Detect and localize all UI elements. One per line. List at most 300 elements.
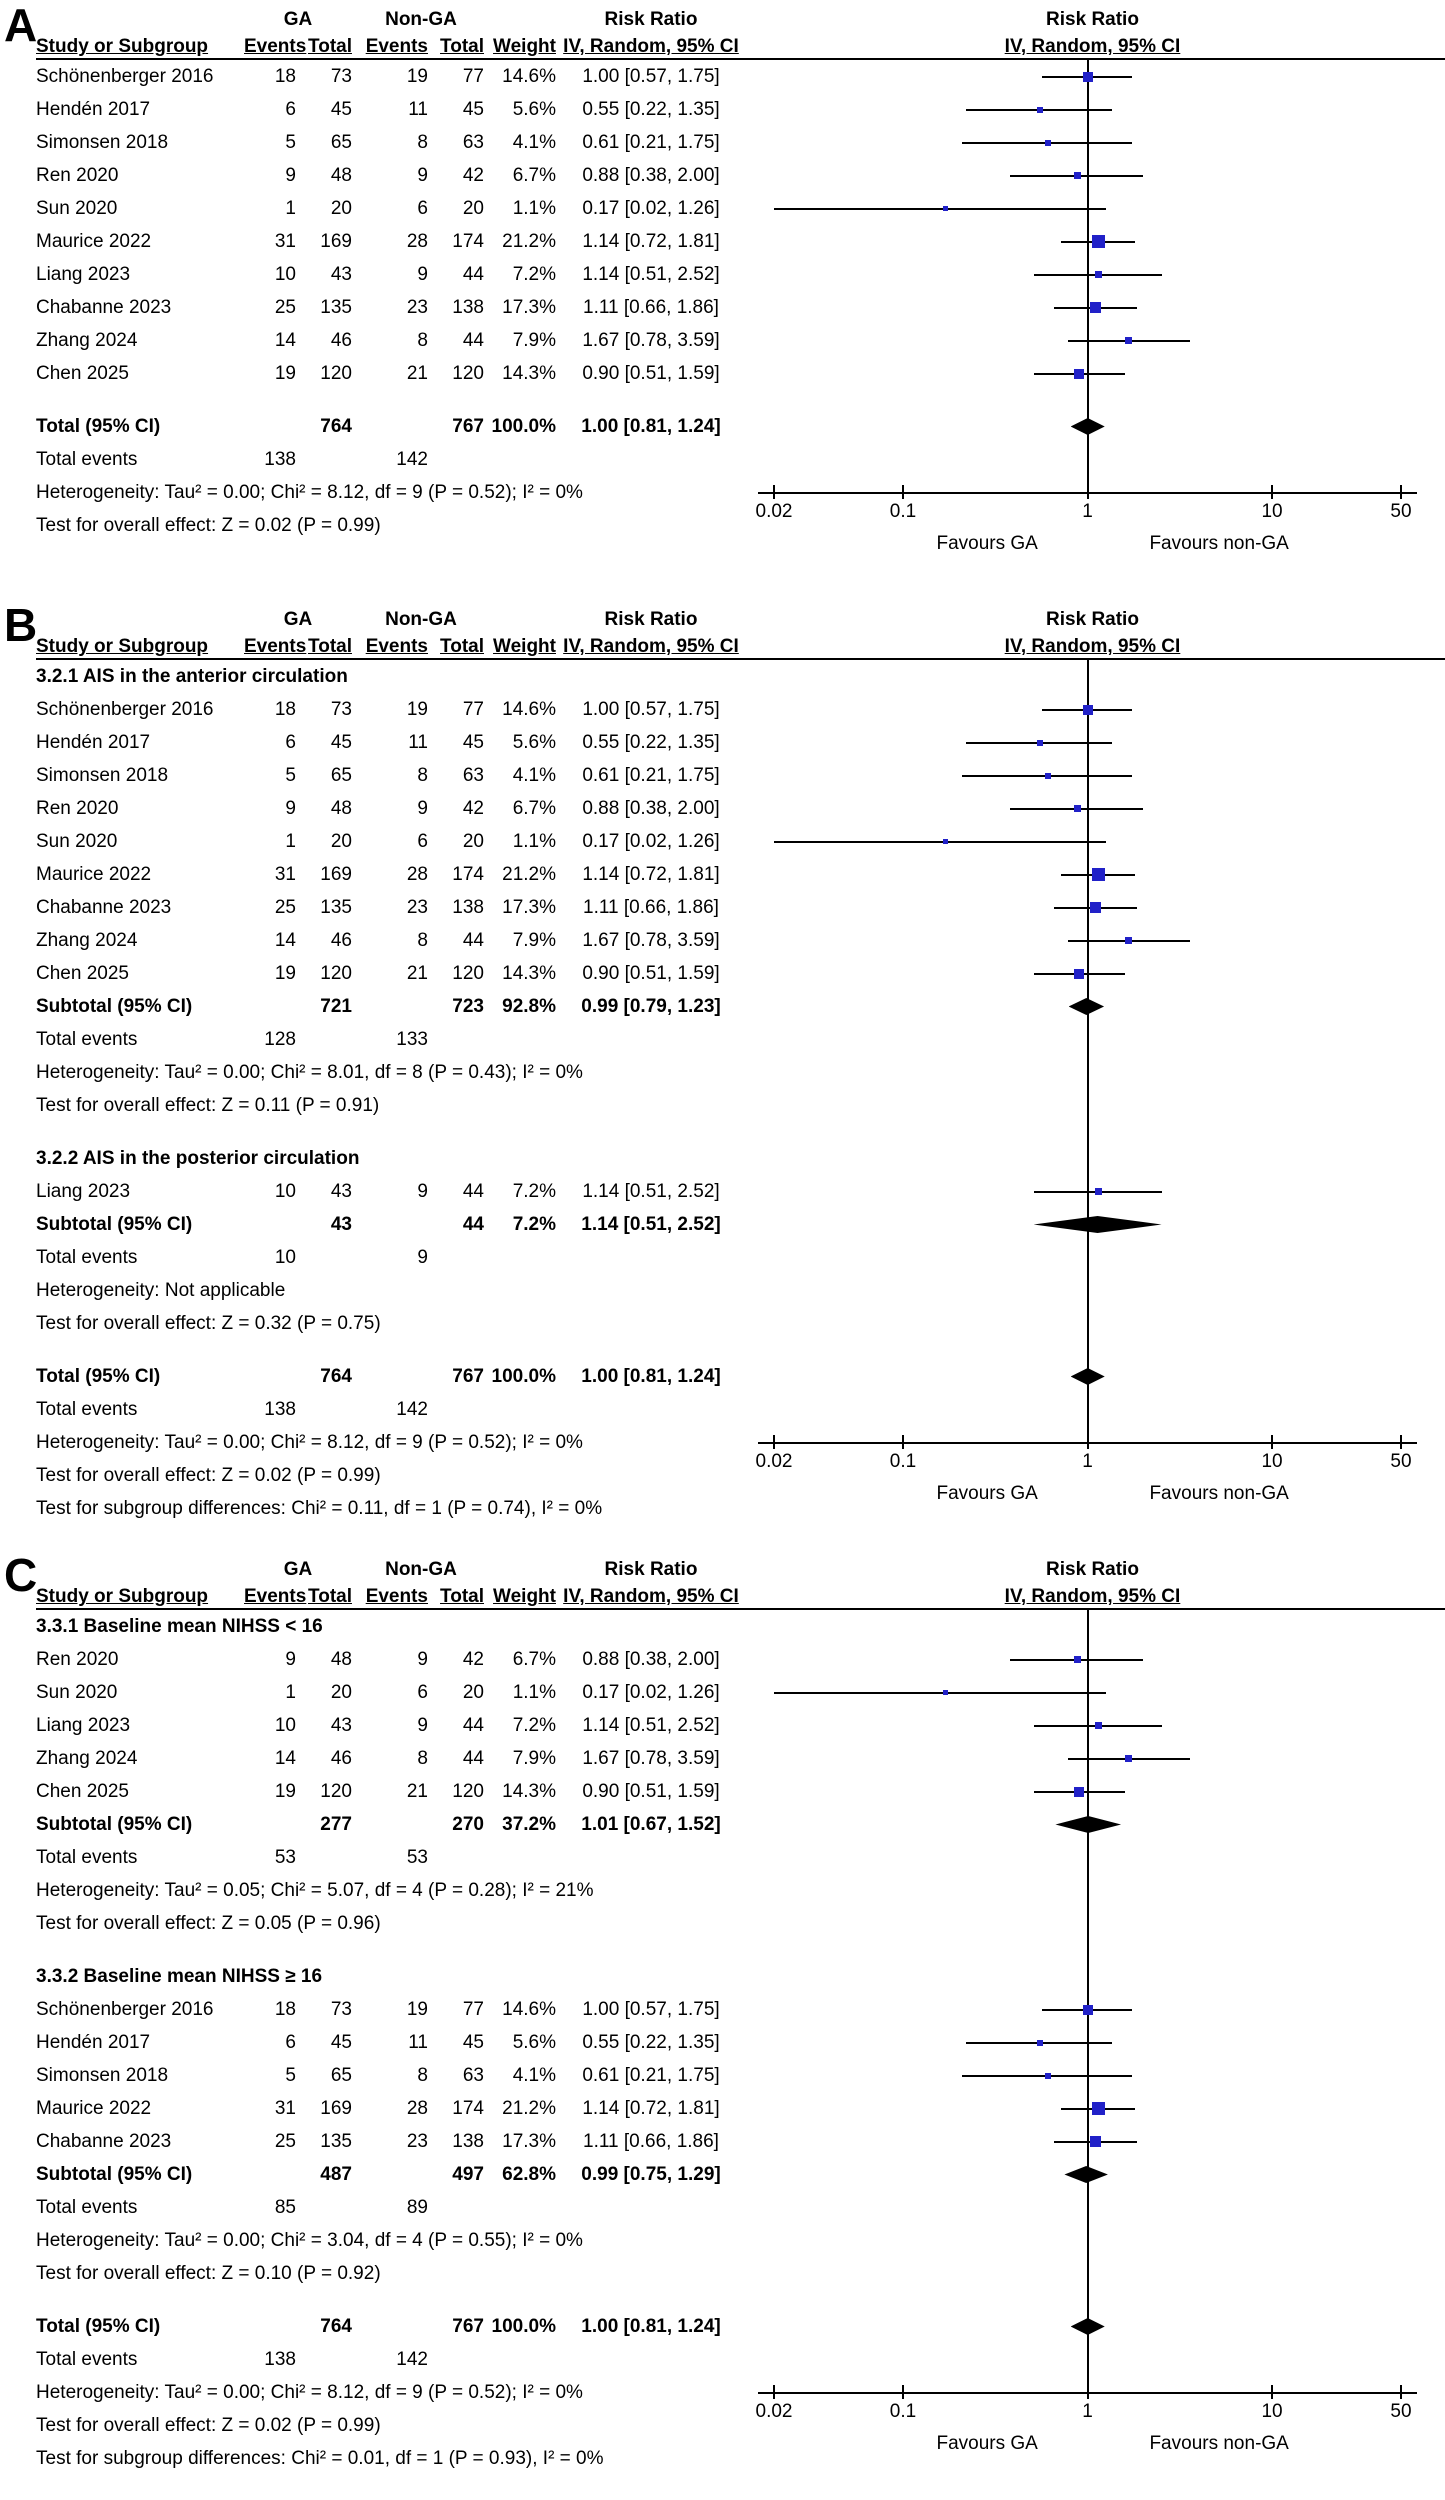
group2-events: 6 bbox=[417, 198, 428, 219]
axis-tick-label: 50 bbox=[1390, 1451, 1412, 1472]
axis-tick-label: 50 bbox=[1390, 501, 1412, 522]
group2-total: 63 bbox=[462, 765, 484, 786]
group1-events: 10 bbox=[274, 1715, 296, 1736]
group2-total: 45 bbox=[462, 2032, 484, 2053]
effect-marker bbox=[1074, 969, 1084, 979]
plot-cell bbox=[746, 792, 1445, 825]
group2-events bbox=[358, 1360, 434, 1393]
rr-ci-text: 0.61 [0.21, 1.75] bbox=[582, 132, 720, 153]
plot-cell bbox=[746, 1274, 1445, 1307]
group2-total-events: 53 bbox=[406, 1847, 428, 1868]
plot-cell bbox=[746, 225, 1445, 258]
group1-events bbox=[244, 2158, 302, 2191]
header-group2-events-col bbox=[358, 633, 434, 660]
plot-cell bbox=[746, 693, 1445, 726]
axis-tick bbox=[902, 1435, 904, 1449]
group1-events bbox=[244, 410, 302, 443]
study-row bbox=[36, 957, 1445, 990]
total-events-label: Total events bbox=[36, 1847, 138, 1868]
subgroup-title-row bbox=[36, 660, 1445, 693]
group2-total-events: 142 bbox=[396, 2349, 428, 2370]
group1-total: 764 bbox=[320, 416, 352, 437]
group1-total: 135 bbox=[320, 297, 352, 318]
study-row bbox=[36, 225, 1445, 258]
weight-value: 1.1% bbox=[512, 831, 556, 852]
plot-cell bbox=[746, 1089, 1445, 1122]
zero-effect-line bbox=[1087, 1841, 1089, 1874]
subgroup-title: 3.3.1 Baseline mean NIHSS < 16 bbox=[36, 1616, 323, 1637]
group1-events: 6 bbox=[285, 2032, 296, 2053]
note-row bbox=[36, 1874, 1445, 1907]
group2-total: 44 bbox=[462, 930, 484, 951]
rr-ci-text: 0.55 [0.22, 1.35] bbox=[582, 2032, 720, 2053]
group2-events: 28 bbox=[406, 2098, 428, 2119]
weight-value: 6.7% bbox=[512, 165, 556, 186]
study-label: Zhang 2024 bbox=[36, 1748, 138, 1769]
forest-header-columns bbox=[36, 1583, 1445, 1610]
rr-ci-text: 1.01 [0.67, 1.52] bbox=[581, 1814, 721, 1835]
plot-cell bbox=[746, 60, 1445, 93]
rr-ci-text: 1.00 [0.81, 1.24] bbox=[581, 1366, 721, 1387]
study-row bbox=[36, 1993, 1445, 2026]
group2-events: 19 bbox=[406, 1999, 428, 2020]
note-line: Test for subgroup differences: Chi² = 0.11, df = 1 (P = 0.74), I² = 0% bbox=[36, 1498, 603, 1519]
group2-total: 77 bbox=[462, 66, 484, 87]
header-group2-total-col-text: Total bbox=[440, 36, 484, 57]
group2-total: 120 bbox=[452, 1781, 484, 1802]
weight-value: 7.2% bbox=[512, 264, 556, 285]
effect-marker bbox=[1092, 868, 1105, 881]
study-row bbox=[36, 759, 1445, 792]
rr-ci-text: 1.67 [0.78, 3.59] bbox=[582, 1748, 720, 1769]
panel-footer bbox=[36, 2376, 1445, 2480]
weight-value: 1.1% bbox=[512, 1682, 556, 1703]
note-row bbox=[36, 1274, 1445, 1307]
group1-events: 31 bbox=[274, 231, 296, 252]
weight-value: 21.2% bbox=[502, 864, 556, 885]
group2-events: 9 bbox=[417, 798, 428, 819]
group1-total: 48 bbox=[330, 798, 352, 819]
weight-value: 7.9% bbox=[512, 930, 556, 951]
header-ci-col-text: IV, Random, 95% CI bbox=[563, 1586, 739, 1607]
weight-value: 21.2% bbox=[502, 2098, 556, 2119]
effect-marker bbox=[1095, 271, 1102, 278]
plot-cell bbox=[746, 2310, 1445, 2343]
group2-total: 120 bbox=[452, 363, 484, 384]
plot-cell bbox=[746, 1360, 1445, 1393]
group1-events: 5 bbox=[285, 132, 296, 153]
header-weight-col-text: Weight bbox=[493, 636, 556, 657]
study-row bbox=[36, 2125, 1445, 2158]
study-label: Zhang 2024 bbox=[36, 930, 138, 951]
axis-tick bbox=[1271, 485, 1273, 499]
pooled-label: Total (95% CI) bbox=[36, 1366, 161, 1387]
group2-total: 767 bbox=[452, 1366, 484, 1387]
study-row bbox=[36, 1175, 1445, 1208]
study-label: Ren 2020 bbox=[36, 165, 119, 186]
header-group2-total-col bbox=[434, 33, 490, 60]
zero-effect-line bbox=[1087, 443, 1089, 476]
panel-a bbox=[0, 0, 1445, 580]
axis-tick-label: 0.02 bbox=[755, 2401, 793, 2422]
rr-ci-text: 0.88 [0.38, 2.00] bbox=[582, 798, 720, 819]
total-events-label: Total events bbox=[36, 1399, 138, 1420]
axis-block bbox=[746, 2376, 1445, 2480]
study-row bbox=[36, 357, 1445, 390]
header-group1-events-col bbox=[244, 1583, 307, 1610]
note-line: Test for overall effect: Z = 0.02 (P = 0.99) bbox=[36, 515, 381, 536]
zero-effect-line bbox=[1087, 1274, 1089, 1307]
plot-cell bbox=[746, 258, 1445, 291]
header-group2-events-col-text: Events bbox=[365, 36, 428, 57]
rr-ci-text: 0.90 [0.51, 1.59] bbox=[582, 963, 720, 984]
group1-total: 65 bbox=[330, 765, 352, 786]
rr-ci-text: 1.11 [0.66, 1.86] bbox=[583, 897, 719, 918]
group2-events bbox=[358, 1808, 434, 1841]
study-label: Sun 2020 bbox=[36, 831, 118, 852]
study-label: Hendén 2017 bbox=[36, 2032, 151, 2053]
rr-ci-text: 1.00 [0.57, 1.75] bbox=[582, 66, 720, 87]
plot-cell bbox=[746, 1208, 1445, 1241]
zero-effect-line bbox=[1087, 1089, 1089, 1122]
plot-cell bbox=[746, 891, 1445, 924]
group1-total: 277 bbox=[320, 1814, 352, 1835]
group2-total: 45 bbox=[462, 732, 484, 753]
study-label: Schönenberger 2016 bbox=[36, 66, 214, 87]
plot-cell bbox=[746, 1742, 1445, 1775]
axis-tick bbox=[902, 485, 904, 499]
weight-value: 6.7% bbox=[512, 1649, 556, 1670]
header-spacer bbox=[490, 6, 562, 33]
group1-total: 48 bbox=[330, 165, 352, 186]
header-group2-label: Non-GA bbox=[385, 609, 457, 630]
forest-header-groups bbox=[36, 6, 1445, 33]
plot-cell bbox=[746, 159, 1445, 192]
axis-tick-label: 10 bbox=[1261, 2401, 1283, 2422]
group1-events: 9 bbox=[285, 165, 296, 186]
rr-ci-text: 0.88 [0.38, 2.00] bbox=[582, 1649, 720, 1670]
header-effect-title: Risk Ratio bbox=[604, 9, 698, 30]
plot-cell bbox=[746, 1709, 1445, 1742]
weight-value: 17.3% bbox=[502, 297, 556, 318]
rr-ci-text: 1.67 [0.78, 3.59] bbox=[582, 930, 720, 951]
panel-footer bbox=[36, 476, 1445, 580]
header-weight-col bbox=[490, 33, 562, 60]
study-row bbox=[36, 858, 1445, 891]
study-label: Zhang 2024 bbox=[36, 330, 138, 351]
rr-ci-text: 0.90 [0.51, 1.59] bbox=[582, 1781, 720, 1802]
effect-marker bbox=[1074, 805, 1081, 812]
axis-block bbox=[746, 476, 1445, 580]
rr-ci-text: 0.61 [0.21, 1.75] bbox=[582, 2065, 720, 2086]
group2-total: 138 bbox=[452, 297, 484, 318]
study-label: Sun 2020 bbox=[36, 198, 118, 219]
group1-events: 31 bbox=[274, 864, 296, 885]
weight-value: 7.2% bbox=[512, 1715, 556, 1736]
plot-cell bbox=[746, 93, 1445, 126]
axis-tick-label: 0.02 bbox=[755, 501, 793, 522]
pooled-label: Subtotal (95% CI) bbox=[36, 1214, 193, 1235]
subgroup-title: 3.3.2 Baseline mean NIHSS ≥ 16 bbox=[36, 1966, 323, 1987]
group2-total: 174 bbox=[452, 864, 484, 885]
rr-ci-text: 1.00 [0.57, 1.75] bbox=[582, 699, 720, 720]
group2-events: 28 bbox=[406, 231, 428, 252]
header-ci-col bbox=[562, 1583, 746, 1610]
zero-effect-line bbox=[1087, 660, 1089, 693]
header-weight-col bbox=[490, 1583, 562, 1610]
group2-total-events: 9 bbox=[417, 1247, 428, 1268]
rr-ci-text: 1.14 [0.51, 2.52] bbox=[582, 264, 720, 285]
zero-effect-line bbox=[1087, 1940, 1089, 1960]
plot-cell bbox=[746, 1610, 1445, 1643]
plot-cell bbox=[746, 2059, 1445, 2092]
group2-events: 11 bbox=[408, 2032, 428, 2053]
group2-events bbox=[358, 990, 434, 1023]
group2-events: 8 bbox=[417, 765, 428, 786]
axis-tick bbox=[1400, 2385, 1402, 2399]
group1-total: 169 bbox=[320, 231, 352, 252]
pooled-diamond bbox=[1071, 1368, 1105, 1385]
pooled-diamond bbox=[1055, 1816, 1121, 1833]
effect-marker bbox=[1083, 2005, 1093, 2015]
zero-effect-line bbox=[1087, 2257, 1089, 2290]
study-row bbox=[36, 60, 1445, 93]
group1-events: 14 bbox=[274, 1748, 296, 1769]
group2-events: 21 bbox=[406, 363, 428, 384]
group1-total-events: 138 bbox=[264, 1399, 296, 1420]
total-events-row bbox=[36, 1023, 1445, 1056]
forest-header-columns bbox=[36, 33, 1445, 60]
group1-total: 120 bbox=[320, 363, 352, 384]
header-group1-label: GA bbox=[283, 609, 313, 630]
gap-row bbox=[36, 2290, 1445, 2310]
effect-marker bbox=[1125, 337, 1132, 344]
axis-tick-label: 1 bbox=[1082, 501, 1093, 522]
study-label: Schönenberger 2016 bbox=[36, 699, 214, 720]
group1-total: 43 bbox=[330, 264, 352, 285]
total-events-row bbox=[36, 1393, 1445, 1426]
effect-marker bbox=[1090, 902, 1101, 913]
rr-ci-text: 1.67 [0.78, 3.59] bbox=[582, 330, 720, 351]
pooled-diamond bbox=[1034, 1216, 1162, 1233]
group1-total: 120 bbox=[320, 963, 352, 984]
header-study-col-text: Study or Subgroup bbox=[36, 1586, 209, 1607]
axis-tick bbox=[773, 485, 775, 499]
group1-total-events: 138 bbox=[264, 2349, 296, 2370]
study-row bbox=[36, 891, 1445, 924]
group1-total: 46 bbox=[330, 330, 352, 351]
plot-cell bbox=[746, 1241, 1445, 1274]
group2-events: 11 bbox=[408, 732, 428, 753]
pooled-diamond bbox=[1071, 2318, 1105, 2335]
group1-events: 6 bbox=[285, 99, 296, 120]
group2-events: 21 bbox=[406, 1781, 428, 1802]
header-group1-total-col-text: Total bbox=[308, 1586, 352, 1607]
group2-events: 11 bbox=[408, 99, 428, 120]
header-spacer bbox=[36, 606, 244, 633]
plot-cell bbox=[746, 726, 1445, 759]
header-group1-label: GA bbox=[283, 1559, 313, 1580]
zero-effect-line bbox=[1087, 1241, 1089, 1274]
effect-marker bbox=[1045, 2073, 1051, 2079]
study-row bbox=[36, 2059, 1445, 2092]
group1-total: 20 bbox=[330, 1682, 352, 1703]
plot-cell bbox=[746, 2026, 1445, 2059]
panel-b-letter: B bbox=[4, 599, 38, 651]
group2-events: 8 bbox=[417, 2065, 428, 2086]
subtotal-row bbox=[36, 1808, 1445, 1841]
note-line: Test for overall effect: Z = 0.02 (P = 0.99) bbox=[36, 2415, 381, 2436]
note-text: Test for overall effect: Z = 0.32 (P = 0.75) bbox=[36, 1313, 381, 1334]
weight-value: 17.3% bbox=[502, 897, 556, 918]
study-label: Chen 2025 bbox=[36, 963, 129, 984]
group1-events: 1 bbox=[285, 831, 296, 852]
header-group1-events-col bbox=[244, 33, 307, 60]
plot-cell bbox=[746, 2191, 1445, 2224]
weight-value: 4.1% bbox=[512, 132, 556, 153]
group1-total: 764 bbox=[320, 1366, 352, 1387]
rr-ci-text: 1.00 [0.57, 1.75] bbox=[582, 1999, 720, 2020]
note-row bbox=[36, 1307, 1445, 1340]
study-label: Ren 2020 bbox=[36, 1649, 119, 1670]
header-study-col-text: Study or Subgroup bbox=[36, 636, 209, 657]
weight-value: 14.6% bbox=[502, 1999, 556, 2020]
note-line: Heterogeneity: Tau² = 0.00; Chi² = 8.12, df = 9 (P = 0.52); I² = 0% bbox=[36, 2382, 583, 2403]
plot-cell bbox=[746, 660, 1445, 693]
study-label: Hendén 2017 bbox=[36, 99, 151, 120]
header-group2-label: Non-GA bbox=[385, 9, 457, 30]
rr-ci-text: 1.14 [0.51, 2.52] bbox=[581, 1214, 721, 1235]
note-text: Heterogeneity: Tau² = 0.00; Chi² = 3.04, df = 4 (P = 0.55); I² = 0% bbox=[36, 2230, 583, 2251]
study-label: Ren 2020 bbox=[36, 798, 119, 819]
group2-total: 138 bbox=[452, 897, 484, 918]
effect-marker bbox=[1125, 1755, 1132, 1762]
group2-events bbox=[358, 2158, 434, 2191]
zero-effect-line bbox=[1087, 1307, 1089, 1340]
header-group1-total-col bbox=[302, 633, 358, 660]
effect-marker bbox=[943, 1690, 948, 1695]
effect-marker bbox=[1037, 107, 1043, 113]
notes-block bbox=[36, 2376, 746, 2480]
header-study-col bbox=[36, 33, 244, 60]
plot-cell bbox=[746, 990, 1445, 1023]
group1-total-events: 53 bbox=[274, 1847, 296, 1868]
notes-block bbox=[36, 1426, 746, 1530]
weight-value: 14.6% bbox=[502, 66, 556, 87]
plot-cell bbox=[746, 2257, 1445, 2290]
group2-events: 9 bbox=[417, 1181, 428, 1202]
group1-total: 48 bbox=[330, 1649, 352, 1670]
zero-effect-line bbox=[1087, 1960, 1089, 1993]
rr-ci-text: 0.99 [0.79, 1.23] bbox=[581, 996, 721, 1017]
group1-total: 46 bbox=[330, 930, 352, 951]
group2-events bbox=[358, 410, 434, 443]
forest-header-groups bbox=[36, 606, 1445, 633]
ci-line bbox=[774, 1692, 1106, 1694]
group2-total: 45 bbox=[462, 99, 484, 120]
study-label: Hendén 2017 bbox=[36, 732, 151, 753]
group2-events: 23 bbox=[406, 897, 428, 918]
weight-value: 1.1% bbox=[512, 198, 556, 219]
zero-effect-line bbox=[1087, 1610, 1089, 1643]
note-row bbox=[36, 1089, 1445, 1122]
study-row bbox=[36, 159, 1445, 192]
note-text: Test for overall effect: Z = 0.11 (P = 0.91) bbox=[36, 1095, 380, 1116]
plot-cell bbox=[746, 1874, 1445, 1907]
group2-total-events: 89 bbox=[406, 2197, 428, 2218]
group2-events: 6 bbox=[417, 1682, 428, 1703]
axis-tick bbox=[1400, 485, 1402, 499]
effect-marker bbox=[1095, 1722, 1102, 1729]
total-events-label: Total events bbox=[36, 1247, 138, 1268]
plot-cell bbox=[746, 126, 1445, 159]
weight-value: 100.0% bbox=[491, 416, 556, 437]
group1-events: 6 bbox=[285, 732, 296, 753]
group2-total: 77 bbox=[462, 699, 484, 720]
group1-events: 19 bbox=[274, 1781, 296, 1802]
group2-total-events: 142 bbox=[396, 449, 428, 470]
header-group2-total-col-text: Total bbox=[440, 1586, 484, 1607]
rr-ci-text: 1.14 [0.51, 2.52] bbox=[582, 1181, 720, 1202]
header-group1-events-col bbox=[244, 633, 307, 660]
header-plot-effect-title: Risk Ratio bbox=[1046, 609, 1139, 630]
study-label: Liang 2023 bbox=[36, 264, 131, 285]
group1-events: 19 bbox=[274, 963, 296, 984]
plot-cell bbox=[746, 1393, 1445, 1426]
group2-total: 42 bbox=[462, 1649, 484, 1670]
weight-value: 17.3% bbox=[502, 2131, 556, 2152]
total-row bbox=[36, 410, 1445, 443]
effect-marker bbox=[1083, 72, 1093, 82]
rr-ci-text: 1.00 [0.81, 1.24] bbox=[581, 2316, 721, 2337]
header-spacer bbox=[490, 1556, 562, 1583]
header-plot-ci-col-text: IV, Random, 95% CI bbox=[1004, 36, 1181, 57]
group2-total-events: 142 bbox=[396, 1399, 428, 1420]
total-events-label: Total events bbox=[36, 449, 138, 470]
axis-tick-label: 1 bbox=[1082, 2401, 1093, 2422]
axis-tick-label: 1 bbox=[1082, 1451, 1093, 1472]
header-spacer bbox=[36, 6, 244, 33]
header-group1-label: GA bbox=[283, 9, 313, 30]
effect-marker bbox=[1090, 2136, 1101, 2147]
group2-events: 8 bbox=[417, 330, 428, 351]
header-group1-total-col bbox=[302, 1583, 358, 1610]
header-study-col bbox=[36, 633, 244, 660]
group1-total: 73 bbox=[330, 66, 352, 87]
panel-b bbox=[0, 599, 1445, 1530]
group1-total: 65 bbox=[330, 2065, 352, 2086]
rr-ci-text: 0.88 [0.38, 2.00] bbox=[582, 165, 720, 186]
subtotal-row bbox=[36, 2158, 1445, 2191]
plot-cell bbox=[746, 324, 1445, 357]
group2-total: 63 bbox=[462, 132, 484, 153]
plot-cell bbox=[746, 1993, 1445, 2026]
axis-tick-label: 10 bbox=[1261, 501, 1283, 522]
rr-ci-text: 0.61 [0.21, 1.75] bbox=[582, 765, 720, 786]
rr-ci-text: 0.17 [0.02, 1.26] bbox=[582, 1682, 720, 1703]
plot-cell bbox=[746, 1056, 1445, 1089]
plot-cell bbox=[746, 390, 1445, 410]
group2-total: 77 bbox=[462, 1999, 484, 2020]
group2-events: 19 bbox=[406, 66, 428, 87]
study-row bbox=[36, 93, 1445, 126]
note-text: Heterogeneity: Tau² = 0.00; Chi² = 8.01, df = 8 (P = 0.43); I² = 0% bbox=[36, 1062, 583, 1083]
total-row bbox=[36, 1360, 1445, 1393]
note-line: Test for overall effect: Z = 0.02 (P = 0.99) bbox=[36, 1465, 381, 1486]
header-group2-total-col bbox=[434, 633, 490, 660]
note-line: Heterogeneity: Tau² = 0.00; Chi² = 8.12, df = 9 (P = 0.52); I² = 0% bbox=[36, 482, 583, 503]
forest-header-columns bbox=[36, 633, 1445, 660]
